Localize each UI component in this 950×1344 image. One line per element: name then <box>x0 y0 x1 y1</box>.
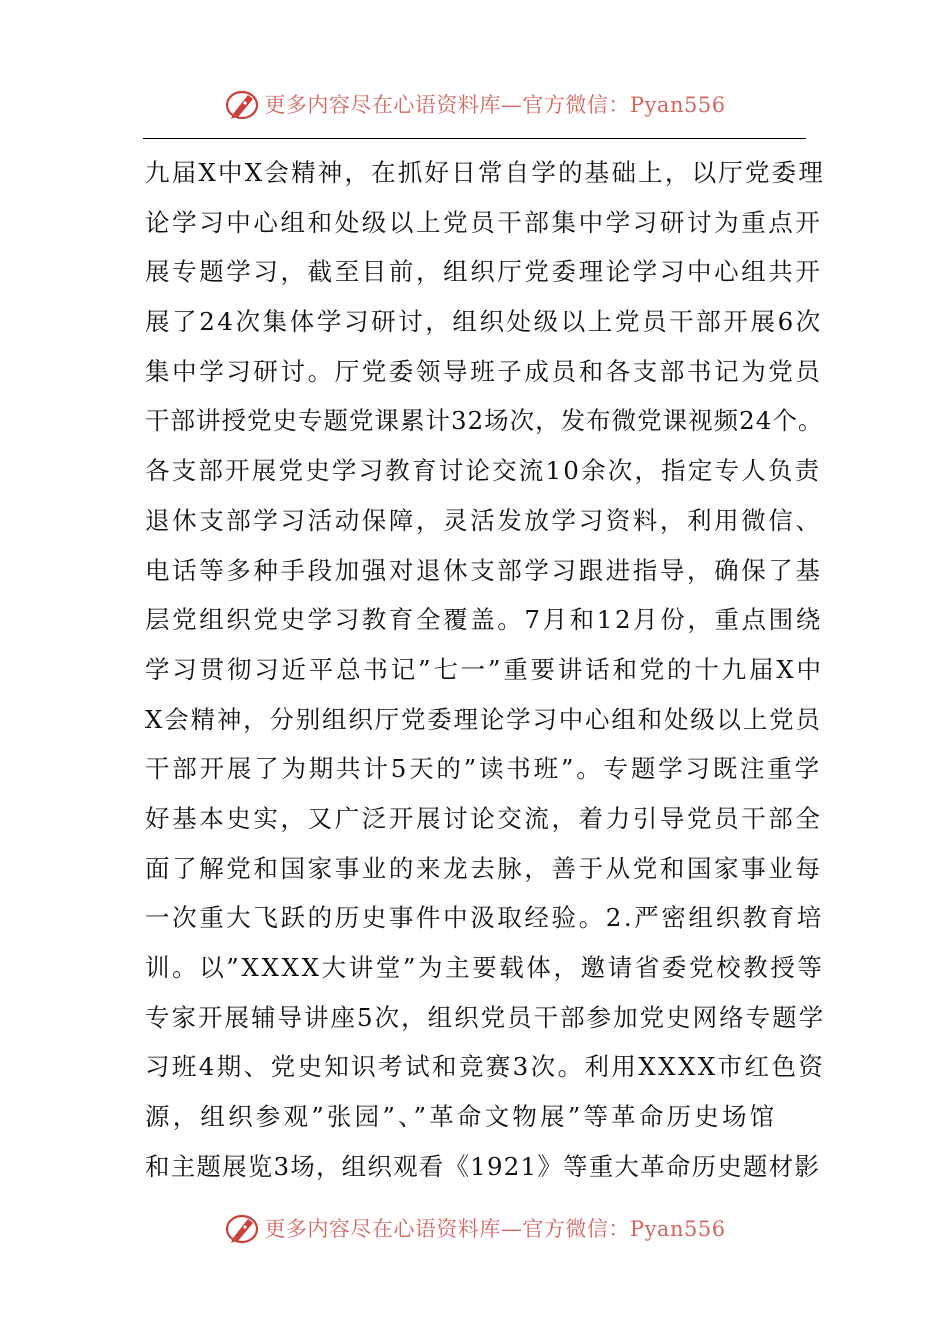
body-line: 干部讲授党史专题党课累计32场次，发布微党课视频24个。 <box>145 406 824 436</box>
body-line: 面了解党和国家事业的来龙去脉，善于从党和国家事业每 <box>145 853 823 883</box>
body-line: 好基本史实，又广泛开展讨论交流，着力引导党员干部全 <box>145 803 823 833</box>
body-line: 习班4期、党史知识考试和竞赛3次。利用XXXX市红色资 <box>145 1052 826 1082</box>
body-line: 源，组织参观”张园”、”革命文物展”等革命历史场馆 <box>145 1102 778 1132</box>
pen-nib-logo-icon <box>224 1210 260 1246</box>
pen-nib-logo-icon <box>224 86 260 122</box>
body-line: 训。以”XXXX大讲堂”为主要载体，邀请省委党校教授等 <box>145 953 825 982</box>
body-line: 九届X中X会精神，在抓好日常自学的基础上，以厅党委理 <box>145 158 826 187</box>
body-line: 干部开展了为期共计5天的”读书班”。专题学习既注重学 <box>145 754 822 784</box>
body-line: X会精神，分别组织厅党委理论学习中心组和处级以上党员 <box>145 704 822 734</box>
body-line: 电话等多种手段加强对退休支部学习跟进指导，确保了基 <box>145 555 823 585</box>
body-line: 论学习中心组和处级以上党员干部集中学习研讨为重点开 <box>145 207 823 237</box>
body-line: 一次重大飞跃的历史事件中汲取经验。2.严密组织教育培 <box>145 903 824 933</box>
footer-banner-text: 更多内容尽在心语资料库—官方微信：Pyan556 <box>264 1217 726 1241</box>
header-divider <box>143 138 806 139</box>
header-banner-text: 更多内容尽在心语资料库—官方微信：Pyan556 <box>264 93 726 117</box>
body-line: 集中学习研讨。厅党委领导班子成员和各支部书记为党员 <box>145 356 823 386</box>
body-line: 层党组织党史学习教育全覆盖。7月和12月份，重点围绕 <box>145 605 823 635</box>
body-line: 退休支部学习活动保障，灵活发放学习资料，利用微信、 <box>145 505 823 535</box>
footer-banner <box>0 1206 950 1250</box>
body-line: 各支部开展党史学习教育讨论交流10余次，指定专人负责 <box>145 456 822 486</box>
body-line: 和主题展览3场，组织观看《1921》等重大革命历史题材影 <box>145 1151 821 1181</box>
header-banner <box>0 82 950 126</box>
document-body <box>145 148 825 1191</box>
body-line: 学习贯彻习近平总书记”七一”重要讲话和党的十九届X中 <box>145 654 824 684</box>
body-line: 展了24次集体学习研讨，组织处级以上党员干部开展6次 <box>145 307 823 337</box>
body-line: 专家开展辅导讲座5次，组织党员干部参加党史网络专题学 <box>145 1002 826 1032</box>
body-line: 展专题学习，截至目前，组织厅党委理论学习中心组共开 <box>145 257 823 287</box>
